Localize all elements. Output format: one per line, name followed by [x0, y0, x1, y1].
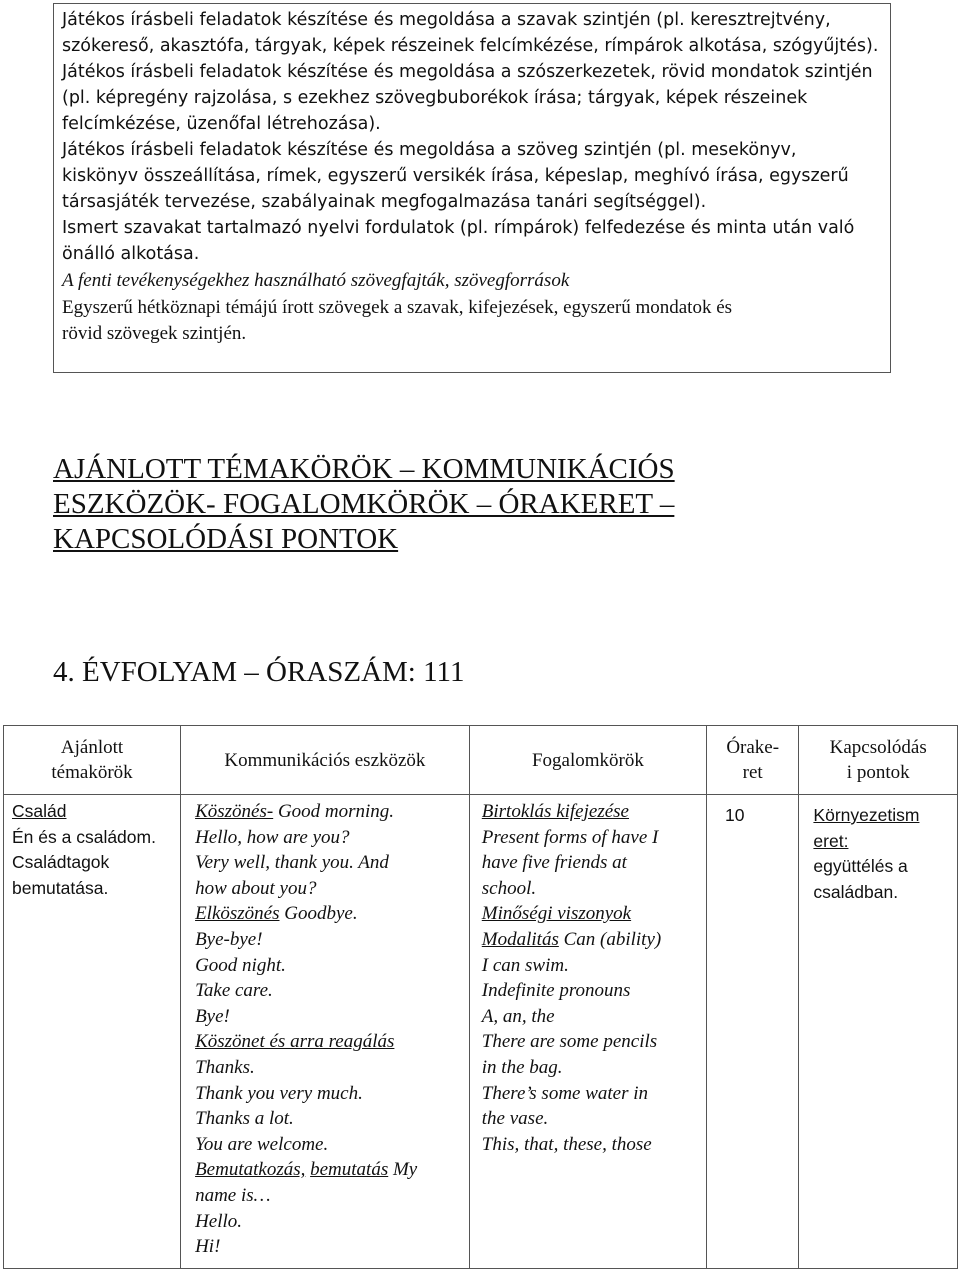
header-hours-line-1: Órake-	[726, 737, 780, 758]
box-line-9: Ismert szavakat tartalmazó nyelvi fordulatok (pl. rímpárok) felfedezése és minta után való	[62, 218, 855, 238]
box-line-10: önálló alkotása.	[62, 244, 200, 264]
grade-title: 4. ÉVFOLYAM – ÓRASZÁM: 111	[53, 656, 465, 688]
comm-subheading: Köszönet és arra reagálás	[195, 1031, 395, 1053]
concept-line: There’s some water in	[481, 1082, 649, 1104]
comm-line: Very well, thank you. And	[195, 852, 389, 874]
comm-line: Bye!	[195, 1005, 230, 1027]
concept-line: have five friends at	[481, 852, 627, 874]
concept-line: school.	[481, 877, 537, 899]
comm-text: Good morning.	[273, 801, 395, 822]
links-line	[813, 829, 951, 855]
comm-line: Hello, how are you?	[195, 826, 350, 848]
concept-line: Present forms of have I	[481, 826, 659, 848]
comm-line	[195, 901, 463, 927]
comm-line: Good night.	[195, 954, 286, 976]
table-row	[4, 795, 958, 1269]
topic-family: Család	[12, 801, 67, 821]
box-line-8: társasjáték tervezése, szabályainak megfogalmazása tanári segítséggel).	[62, 192, 707, 212]
box-italic-heading: A fenti tevékenységekhez használható szövegfajták, szövegforrások	[62, 270, 570, 291]
header-topics	[4, 726, 181, 795]
comm-line: how about you?	[195, 877, 317, 899]
box-closing-line-1: Egyszerű hétköznapi témájú írott szövegek a szavak, kifejezések, egyszerű mondatok és	[62, 297, 733, 318]
links-line: Környezetism	[813, 805, 920, 825]
comm-line: Thanks a lot.	[195, 1108, 294, 1130]
comm-line: Hello.	[195, 1210, 243, 1232]
topic-line: Én és a családom.	[12, 826, 156, 847]
section-heading-line-3: KAPCSOLÓDÁSI PONTOK	[53, 523, 399, 555]
links-line: együttélés a	[813, 856, 908, 877]
concept-subheading: Minőségi viszonyok	[481, 903, 632, 925]
concept-line: A, an, the	[481, 1005, 555, 1027]
links-line: családban.	[813, 881, 899, 902]
header-topics-line-2: témakörök	[51, 762, 133, 783]
comm-line: name is…	[195, 1184, 271, 1206]
header-links-line-1: Kapcsolódás	[829, 737, 927, 758]
box-line-7: kiskönyv összeállítása, rímek, egyszerű versikék írása, képeslap, meghívó írása, egyszerű	[62, 166, 849, 186]
box-line-5: felcímkézése, üzenőfal létrehozása).	[62, 114, 381, 134]
comm-line: Thank you very much.	[195, 1082, 363, 1104]
communication-cell	[181, 795, 470, 1269]
header-links-line-2: i pontok	[846, 762, 910, 783]
concept-text: Can (ability)	[558, 928, 662, 950]
comm-subheading: Bemutatkozás,	[195, 1159, 306, 1181]
comm-text: My	[388, 1159, 418, 1181]
concept-line: in the bag.	[481, 1056, 563, 1078]
concepts-cell	[469, 795, 706, 1269]
concept-line: There are some pencils	[481, 1031, 658, 1053]
box-line-3: Játékos írásbeli feladatok készítése és megoldása a szószerkezetek, rövid mondatok szintjén	[62, 62, 873, 82]
concept-line: Indefinite pronouns	[481, 980, 631, 1002]
box-line-1: Játékos írásbeli feladatok készítése és megoldása a szavak szintjén (pl. keresztrejtvény,	[62, 10, 831, 30]
topic-line: Családtagok	[12, 852, 110, 873]
comm-line	[195, 799, 463, 825]
concept-subheading: Birtoklás kifejezése	[481, 801, 629, 822]
comm-subheading: Elköszönés	[195, 903, 280, 925]
links-line-text: eret:	[813, 830, 849, 851]
comm-line: Hi!	[195, 1236, 221, 1258]
hours-cell	[706, 795, 798, 1269]
box-line-6: Játékos írásbeli feladatok készítése és megoldása a szöveg szintjén (pl. mesekönyv,	[62, 140, 797, 160]
hours-value: 10	[724, 805, 745, 825]
comm-line: Take care.	[195, 980, 273, 1002]
comm-line	[195, 1157, 463, 1183]
topic-line: bemutatása.	[12, 877, 109, 898]
comm-text: Goodbye.	[279, 903, 358, 925]
header-links	[799, 726, 958, 795]
concept-subheading: Modalitás	[481, 928, 559, 950]
section-heading-line-1: AJÁNLOTT TÉMAKÖRÖK – KOMMUNIKÁCIÓS	[53, 453, 675, 485]
curriculum-table	[3, 725, 958, 1269]
comm-line: You are welcome.	[195, 1133, 329, 1155]
concept-line: I can swim.	[481, 954, 569, 976]
box-line-4: (pl. képregény rajzolása, s ezekhez szövegbuborékok írása; tárgyak, képek részeinek	[62, 88, 808, 108]
header-communication: Kommunikációs eszközök	[181, 726, 470, 795]
links-cell	[799, 795, 958, 1269]
header-topics-line-1: Ajánlott	[60, 737, 124, 758]
comm-line: Thanks.	[195, 1056, 255, 1078]
concept-line	[482, 927, 700, 953]
table-header-row	[4, 726, 958, 795]
topics-cell	[4, 795, 181, 1269]
header-hours-line-2: ret	[742, 762, 763, 783]
header-concepts: Fogalomkörök	[469, 726, 706, 795]
comm-subheading: bemutatás	[310, 1159, 389, 1181]
comm-line: Bye-bye!	[195, 928, 263, 950]
concept-line: This, that, these, those	[481, 1133, 652, 1155]
header-hours	[706, 726, 798, 795]
comm-subheading: Köszönés-	[195, 801, 274, 822]
concept-line: the vase.	[481, 1108, 549, 1130]
box-closing-line-2: rövid szövegek szintjén.	[62, 323, 247, 344]
section-heading-line-2: ESZKÖZÖK- FOGALOMKÖRÖK – ÓRAKERET –	[53, 488, 675, 520]
box-line-2: szókereső, akasztófa, tárgyak, képek részeinek felcímkézése, rímpárok alkotása, szógyűjtés).	[62, 36, 879, 56]
